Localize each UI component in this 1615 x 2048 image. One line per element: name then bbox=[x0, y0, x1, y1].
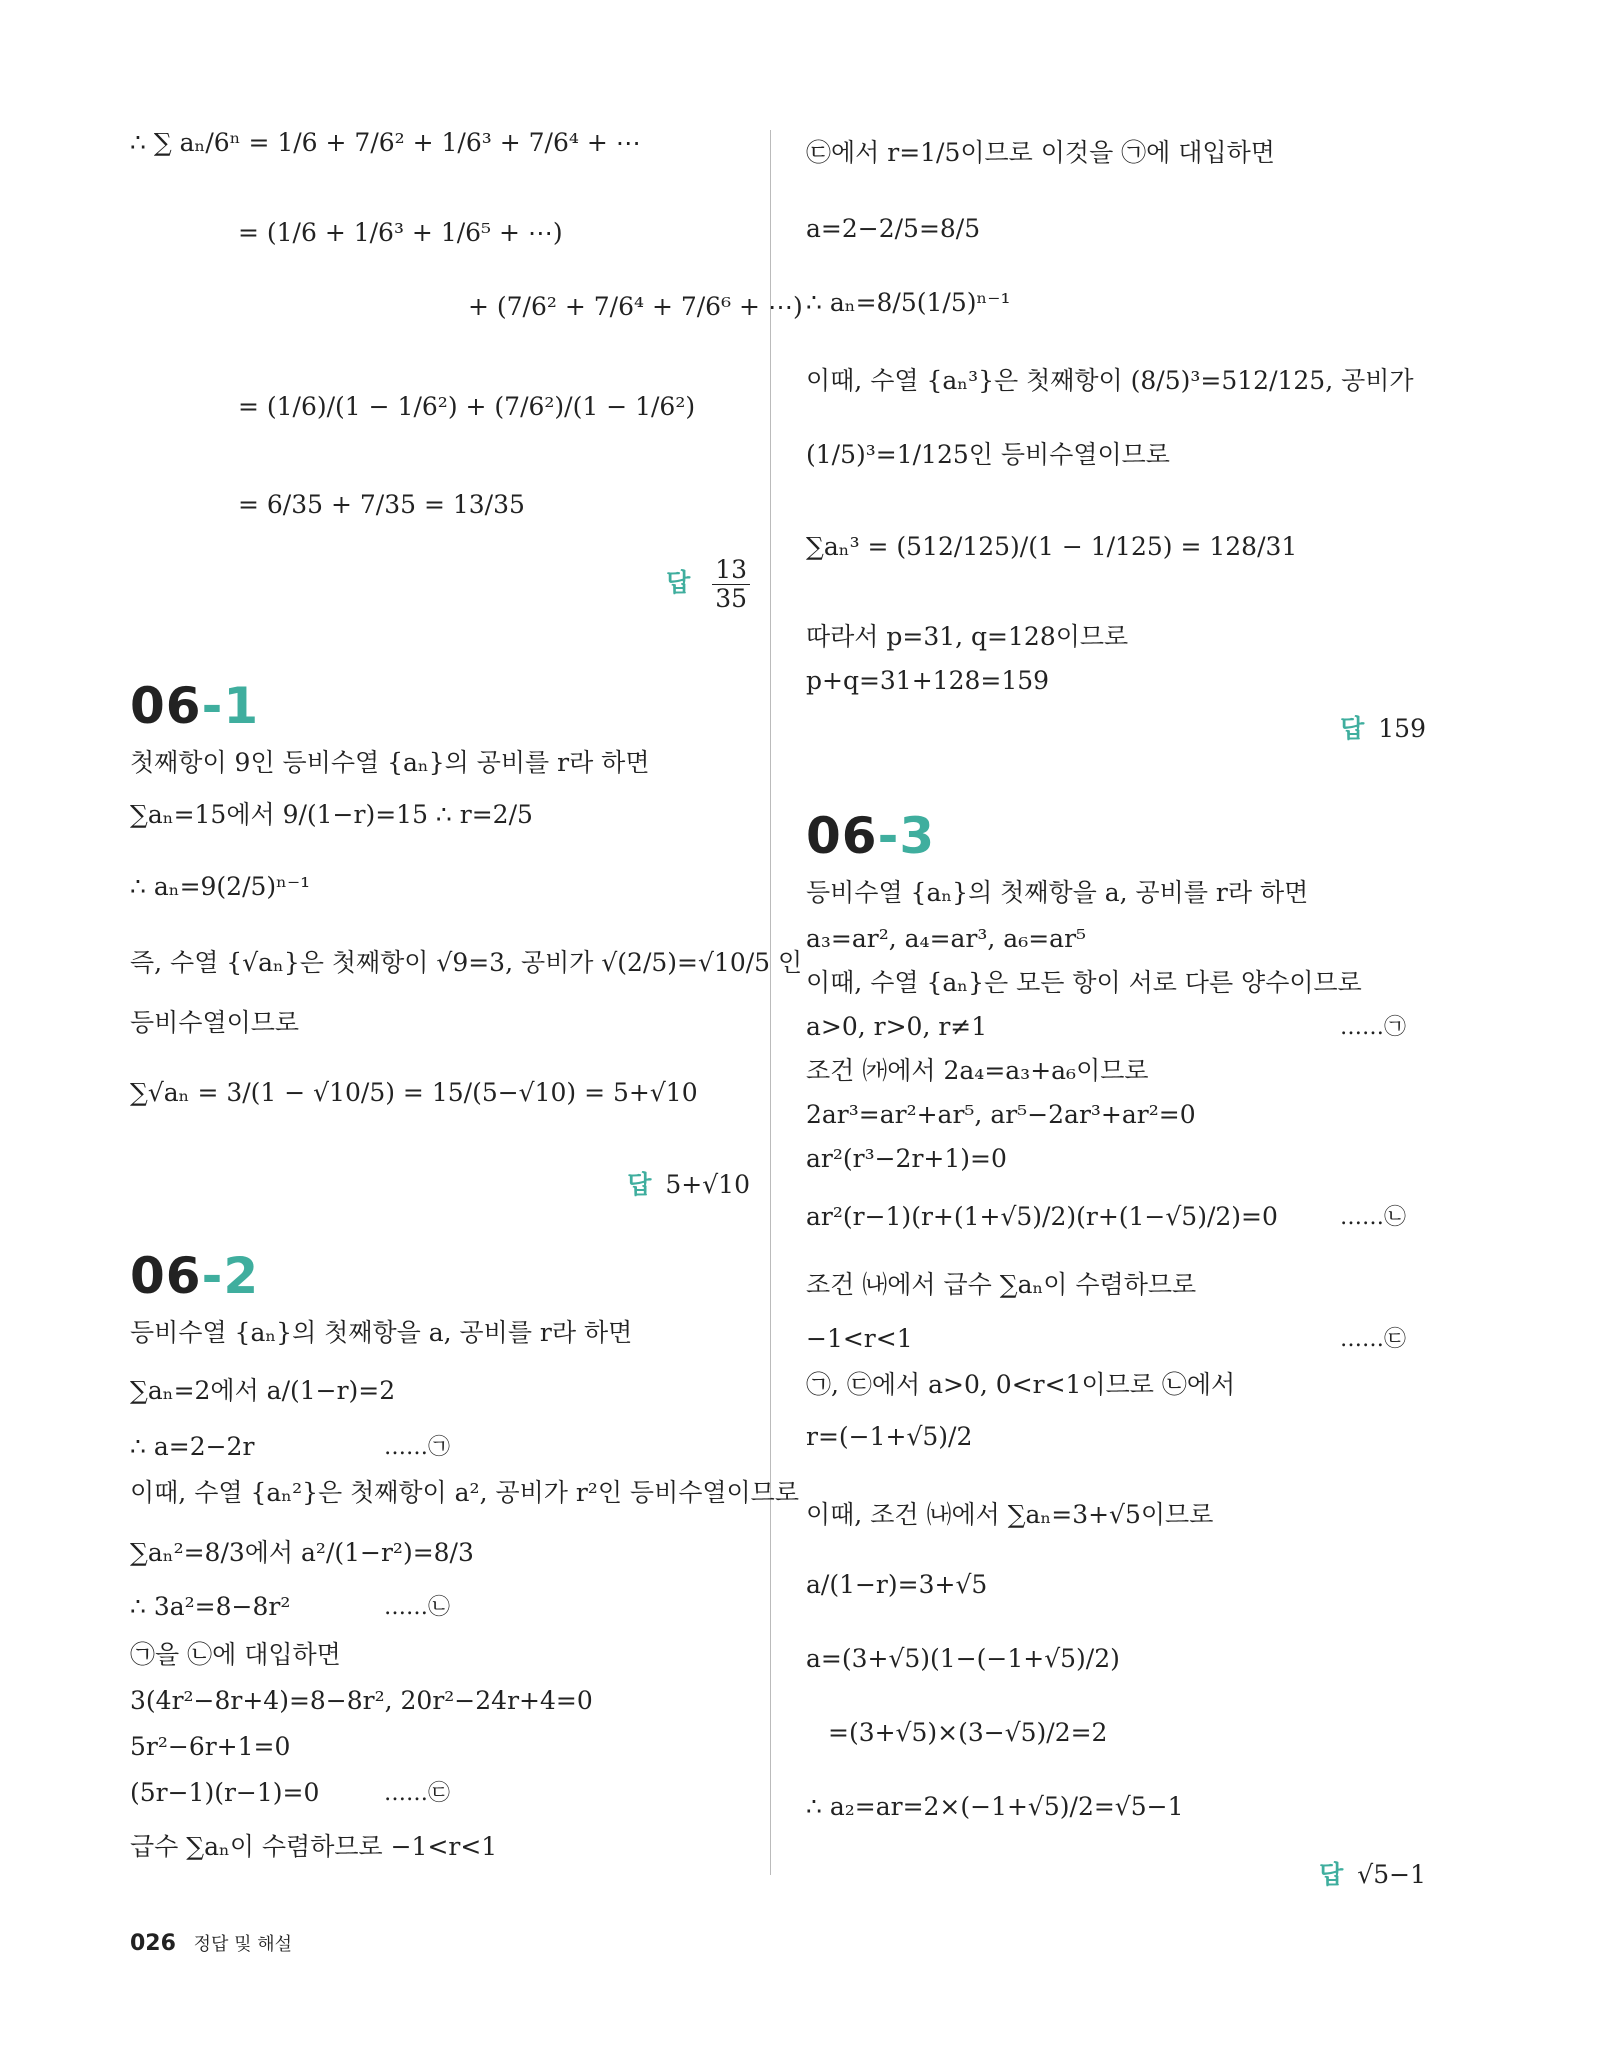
s063-line-17: ∴ a₂=ar=2×(−1+√5)/2=√5−1 bbox=[806, 1792, 1184, 1821]
answer-label: 답 bbox=[666, 568, 691, 597]
s063-line-8: ar²(r−1)(r+(1+√5)/2)(r+(1−√5)/2)=0 bbox=[806, 1202, 1278, 1231]
mark-3: ……㉢ bbox=[1339, 1327, 1406, 1352]
s061-line-6: ∑√aₙ = 3/(1 − √10/5) = 15/(5−√10) = 5+√10 bbox=[130, 1078, 698, 1107]
s061-line-3: ∴ aₙ=9(2/5)ⁿ⁻¹ bbox=[130, 872, 311, 901]
s063-line-10: −1<r<1 bbox=[806, 1324, 913, 1353]
s063-line-14: a/(1−r)=3+√5 bbox=[806, 1570, 988, 1599]
answer-numerator: 13 bbox=[712, 556, 750, 585]
footer-title: 정답 및 해설 bbox=[193, 1934, 293, 1955]
s063-line-7: ar²(r³−2r+1)=0 bbox=[806, 1144, 1007, 1173]
s063-line-15: a=(3+√5)(1−(−1+√5)/2) bbox=[806, 1644, 1120, 1673]
left-top-line-3: + (7/6² + 7/6⁴ + 7/6⁶ + ⋯) bbox=[468, 292, 803, 321]
s062-line-3: ∴ a=2−2r bbox=[130, 1432, 255, 1461]
s063-line-11: ㉠, ㉢에서 a>0, 0<r<1이므로 ㉡에서 bbox=[806, 1370, 1236, 1399]
mark-2: ……㉡ bbox=[1339, 1205, 1406, 1230]
s062-line-4: 이때, 수열 {aₙ²}은 첫째항이 a², 공비가 r²인 등비수열이므로 bbox=[130, 1478, 799, 1507]
r-line-3: ∴ aₙ=8/5(1/5)ⁿ⁻¹ bbox=[806, 288, 1011, 317]
s063-line-9: 조건 ㈏에서 급수 ∑aₙ이 수렴하므로 bbox=[806, 1270, 1197, 1299]
answer-06-1 bbox=[627, 1168, 750, 1202]
section-heading-06-1: 06-1 bbox=[130, 677, 260, 735]
s063-line-4: a>0, r>0, r≠1 bbox=[806, 1012, 988, 1041]
answer-top-left bbox=[666, 556, 750, 613]
section-heading-06-3: 06-3 bbox=[806, 807, 936, 865]
s062-line-9: 5r²−6r+1=0 bbox=[130, 1732, 291, 1761]
s063-line-13: 이때, 조건 ㈏에서 ∑aₙ=3+√5이므로 bbox=[806, 1500, 1214, 1529]
s062-line-1: 등비수열 {aₙ}의 첫째항을 a, 공비를 r라 하면 bbox=[130, 1318, 633, 1347]
answer-value: 5+√10 bbox=[665, 1170, 750, 1199]
mark-3: ……㉢ bbox=[383, 1781, 450, 1806]
mark-1: ……㉠ bbox=[383, 1435, 450, 1460]
r-line-4: 이때, 수열 {aₙ³}은 첫째항이 (8/5)³=512/125, 공비가 bbox=[806, 366, 1414, 395]
s061-line-5: 등비수열이므로 bbox=[130, 1008, 300, 1037]
r-line-5: (1/5)³=1/125인 등비수열이므로 bbox=[806, 440, 1170, 469]
answer-label: 답 bbox=[627, 1170, 652, 1199]
answer-label: 답 bbox=[1340, 714, 1365, 743]
left-top-line-1: ∴ ∑ aₙ/6ⁿ = 1/6 + 7/6² + 1/6³ + 7/6⁴ + ⋯ bbox=[130, 128, 641, 157]
s063-line-12: r=(−1+√5)/2 bbox=[806, 1422, 973, 1451]
r-line-1: ㉢에서 r=1/5이므로 이것을 ㉠에 대입하면 bbox=[806, 138, 1275, 167]
s062-line-2: ∑aₙ=2에서 a/(1−r)=2 bbox=[130, 1376, 396, 1405]
page-number: 026 bbox=[130, 1931, 176, 1956]
s062-line-8: 3(4r²−8r+4)=8−8r², 20r²−24r+4=0 bbox=[130, 1686, 593, 1715]
s062-line-11: 급수 ∑aₙ이 수렴하므로 −1<r<1 bbox=[130, 1832, 498, 1861]
answer-value: 159 bbox=[1378, 714, 1426, 743]
s063-line-3: 이때, 수열 {aₙ}은 모든 항이 서로 다른 양수이므로 bbox=[806, 968, 1362, 997]
answer-label: 답 bbox=[1319, 1860, 1344, 1889]
s063-line-5: 조건 ㈎에서 2a₄=a₃+a₆이므로 bbox=[806, 1056, 1149, 1085]
s063-line-6: 2ar³=ar²+ar⁵, ar⁵−2ar³+ar²=0 bbox=[806, 1100, 1196, 1129]
s063-line-1: 등비수열 {aₙ}의 첫째항을 a, 공비를 r라 하면 bbox=[806, 878, 1309, 907]
mark-2: ……㉡ bbox=[383, 1595, 450, 1620]
r-line-2: a=2−2/5=8/5 bbox=[806, 214, 981, 243]
column-divider bbox=[770, 130, 771, 1875]
answer-denominator: 35 bbox=[715, 584, 747, 613]
s061-line-1: 첫째항이 9인 등비수열 {aₙ}의 공비를 r라 하면 bbox=[130, 748, 650, 777]
answer-06-3 bbox=[1319, 1858, 1426, 1892]
page-footer bbox=[130, 1930, 292, 1956]
s063-line-2: a₃=ar², a₄=ar³, a₆=ar⁵ bbox=[806, 924, 1087, 953]
s061-line-4: 즉, 수열 {√aₙ}은 첫째항이 √9=3, 공비가 √(2/5)=√10/5 인 bbox=[130, 948, 803, 977]
left-top-line-5: = 6/35 + 7/35 = 13/35 bbox=[238, 490, 525, 519]
r-line-7: 따라서 p=31, q=128이므로 bbox=[806, 622, 1129, 651]
section-heading-06-2: 06-2 bbox=[130, 1247, 260, 1305]
s062-line-6: ∴ 3a²=8−8r² bbox=[130, 1592, 291, 1621]
r-line-8: p+q=31+128=159 bbox=[806, 666, 1050, 695]
s061-line-2: ∑aₙ=15에서 9/(1−r)=15 ∴ r=2/5 bbox=[130, 800, 533, 829]
s062-line-10: (5r−1)(r−1)=0 bbox=[130, 1778, 320, 1807]
left-top-line-4: = (1/6)/(1 − 1/6²) + (7/6²)/(1 − 1/6²) bbox=[238, 392, 696, 421]
answer-06-2 bbox=[1340, 712, 1426, 746]
s063-line-16: =(3+√5)×(3−√5)/2=2 bbox=[828, 1718, 1108, 1747]
s062-line-7: ㉠을 ㉡에 대입하면 bbox=[130, 1640, 341, 1669]
mark-1: ……㉠ bbox=[1339, 1015, 1406, 1040]
answer-value: √5−1 bbox=[1357, 1860, 1426, 1889]
left-top-line-2: = (1/6 + 1/6³ + 1/6⁵ + ⋯) bbox=[238, 218, 563, 247]
s062-line-5: ∑aₙ²=8/3에서 a²/(1−r²)=8/3 bbox=[130, 1538, 474, 1567]
r-line-6: ∑aₙ³ = (512/125)/(1 − 1/125) = 128/31 bbox=[806, 532, 1298, 561]
answer-fraction bbox=[712, 556, 750, 613]
